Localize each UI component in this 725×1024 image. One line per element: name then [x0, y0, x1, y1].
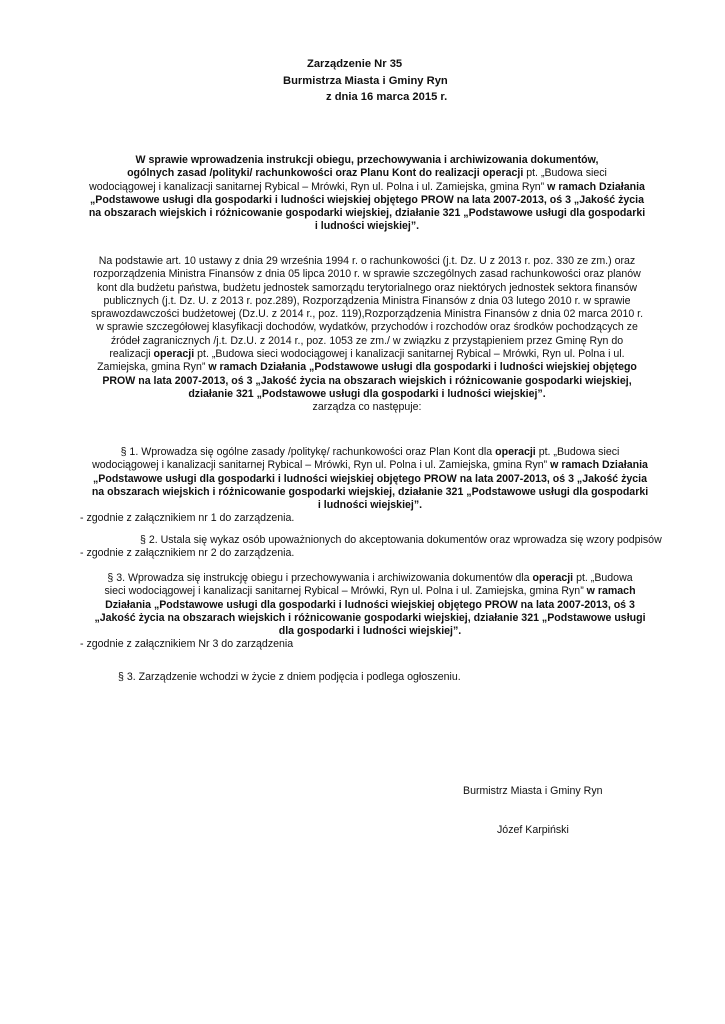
- section-line: [80, 585, 660, 598]
- section-text: pt. „Budowa: [573, 572, 633, 584]
- section-line: dla gospodarki i ludności wiejskiej”.: [278, 625, 462, 638]
- subject-line: „Podstawowe usługi dla gospodarki i ludności wiejskiej objętego PROW na lata 2007-2013, oś 3 „Jakość życia: [90, 193, 644, 206]
- section-line: [80, 446, 660, 459]
- section-text: . Wprowadza się ogólne zasady /politykę/ rachunkowości oraz Plan Kont dla: [135, 446, 496, 458]
- section-line: § 2. Ustala się wykaz osób upoważnionych do akceptowania dokumentów oraz wprowadza się wzory podpisów: [140, 534, 662, 546]
- section-2: [80, 534, 660, 561]
- section-line: § 3. Zarządzenie wchodzi w życie z dniem podjęcia i podlega ogłoszeniu.: [118, 671, 461, 683]
- legal-basis-line: źródeł zagranicznych /j.t. Dz.U. z 2014 r., poz. 1053 ze zm./ w związku z przystąpieniem przez Gminę Ryn do: [110, 334, 624, 347]
- subject-line: [72, 181, 662, 194]
- legal-basis-line: działanie 321 „Podstawowe usługi dla gospodarki i ludności wiejskiej”.: [188, 387, 546, 400]
- legal-basis-line: kont dla budżetu państwa, budżetu jednostek samorządu terytorialnego oraz niektórych jednostek sektora finansów: [96, 281, 637, 294]
- subject-paragraph: [72, 154, 662, 234]
- subject-line: [72, 167, 662, 180]
- subject-line: na obszarach wiejskich i różnicowanie gospodarki wiejskiej, działanie 321 „Podstawowe usługi dla gospodarki: [88, 207, 646, 220]
- issuer-title: Burmistrza Miasta i Gminy Ryn: [283, 75, 448, 87]
- legal-basis-line: rozporządzenia Ministra Finansów z dnia 05 lipca 2010 r. w sprawie szczególnych zasad rachunkowości oraz planów: [93, 268, 641, 281]
- signature-title: Burmistrz Miasta i Gminy Ryn: [463, 785, 603, 797]
- decree-phrase: zarządza co następuje:: [312, 401, 422, 414]
- ordinance-date: z dnia 16 marca 2015 r.: [326, 91, 448, 103]
- subject-line: W sprawie wprowadzenia instrukcji obiegu, przechowywania i archiwizowania dokumentów,: [135, 154, 599, 166]
- attachment-reference: - zgodnie z załącznikiem Nr 3 do zarządzenia: [80, 638, 294, 651]
- section-line: na obszarach wiejskich i różnicowanie gospodarki wiejskiej, działanie 321 „Podstawowe usługi dla gospodarki: [91, 485, 649, 498]
- section-keyword: operacji: [495, 446, 536, 458]
- legal-basis-line: Na podstawie art. 10 ustawy z dnia 29 września 1994 r. o rachunkowości (j.t. Dz. U z 2013 r. poz. 330 ze zm.) oraz: [98, 255, 636, 267]
- section-keyword: operacji: [532, 572, 574, 584]
- section-number: § 1: [120, 446, 136, 458]
- subject-text: pt. „Budowa sieci: [523, 167, 607, 180]
- section-final: [118, 671, 658, 684]
- section-text: pt. „Budowa sieci: [535, 446, 620, 458]
- subject-keyword: operacji: [482, 167, 524, 180]
- legal-basis-paragraph: [72, 255, 662, 415]
- section-line: „Podstawowe usługi dla gospodarki i ludności wiejskiej objętego PROW na lata 2007-2013, oś 3 „Jakość życia: [93, 472, 647, 485]
- legal-basis-text: pt. „Budowa sieci wodociągowej i kanalizacji sanitarnej Rybical – Mrówki, Ryn ul. Polna i ul.: [194, 348, 625, 361]
- subject-text: ogólnych zasad /polityki/ rachunkowości oraz Planu Kont do realizacji: [127, 167, 483, 180]
- legal-basis-text: realizacji: [109, 348, 154, 361]
- section-line: i ludności wiejskiej”.: [317, 499, 423, 512]
- section-text: w ramach: [583, 585, 636, 598]
- section-3: [80, 572, 660, 652]
- ordinance-title: Zarządzenie Nr 35: [307, 58, 403, 70]
- subject-line: i ludności wiejskiej”.: [314, 220, 420, 233]
- legal-basis-line: [72, 348, 662, 361]
- section-line: „Jakość życia na obszarach wiejskich i różnicowanie gospodarki wiejskiej, działanie 321 „Podstawowe usługi: [94, 611, 646, 624]
- subject-text: wodociągowej i kanalizacji sanitarnej Rybical – Mrówki, Ryn ul. Polna i ul. Zamiejska, gmina Ryn”: [89, 180, 545, 193]
- section-line: [80, 572, 660, 585]
- section-1: [80, 446, 660, 526]
- legal-basis-line: w sprawie szczegółowej klasyfikacji dochodów, wydatków, przychodów i rozchodów oraz środków pochodzących ze: [96, 321, 638, 334]
- signature-name: Józef Karpiński: [497, 824, 569, 836]
- section-text: sieci wodociągowej i kanalizacji sanitarnej Rybical – Mrówki, Ryn ul. Polna i ul. Zamiejska, gmina Ryn”: [104, 585, 584, 598]
- legal-basis-line: sprawozdawczości budżetowej (Dz.U. z 2014 r., poz. 119),Rozporządzenia Ministra Finansów z dnia 02 marca 2010 r.: [90, 308, 644, 321]
- section-line: Działania „Podstawowe usługi dla gospodarki i ludności wiejskiej objętego PROW na lata 2007-2013, oś 3: [105, 598, 635, 611]
- legal-basis-line: publicznych (j.t. Dz. U. z 2013 r. poz.289), Rozporządzenia Ministra Finansów z dnia 03 lutego 2010 r. w sprawie: [103, 294, 631, 307]
- section-text: § 3. Wprowadza się instrukcję obiegu i przechowywania i archiwizowania dokumentów dla: [107, 572, 533, 584]
- section-text: wodociągowej i kanalizacji sanitarnej Rybical – Mrówki, Ryn ul. Polna i ul. Zamiejska, gmina Ryn”: [92, 459, 548, 472]
- legal-basis-line: [72, 361, 662, 374]
- legal-basis-line: PROW na lata 2007-2013, oś 3 „Jakość życia na obszarach wiejskich i różnicowanie gospodarki wiejskiej,: [102, 374, 632, 387]
- attachment-reference: - zgodnie z załącznikiem nr 2 do zarządzenia.: [80, 547, 295, 560]
- legal-basis-text: w ramach Działania „Podstawowe usługi dla gospodarki i ludności wiejskiej objętego: [205, 361, 637, 374]
- subject-text: w ramach Działania: [544, 180, 645, 193]
- legal-basis-text: Zamiejska, gmina Ryn”: [97, 361, 206, 374]
- section-line: [80, 459, 660, 472]
- legal-basis-keyword: operacji: [153, 348, 195, 361]
- section-text: w ramach Działania: [547, 459, 648, 472]
- attachment-reference: - zgodnie z załącznikiem nr 1 do zarządzenia.: [80, 512, 295, 525]
